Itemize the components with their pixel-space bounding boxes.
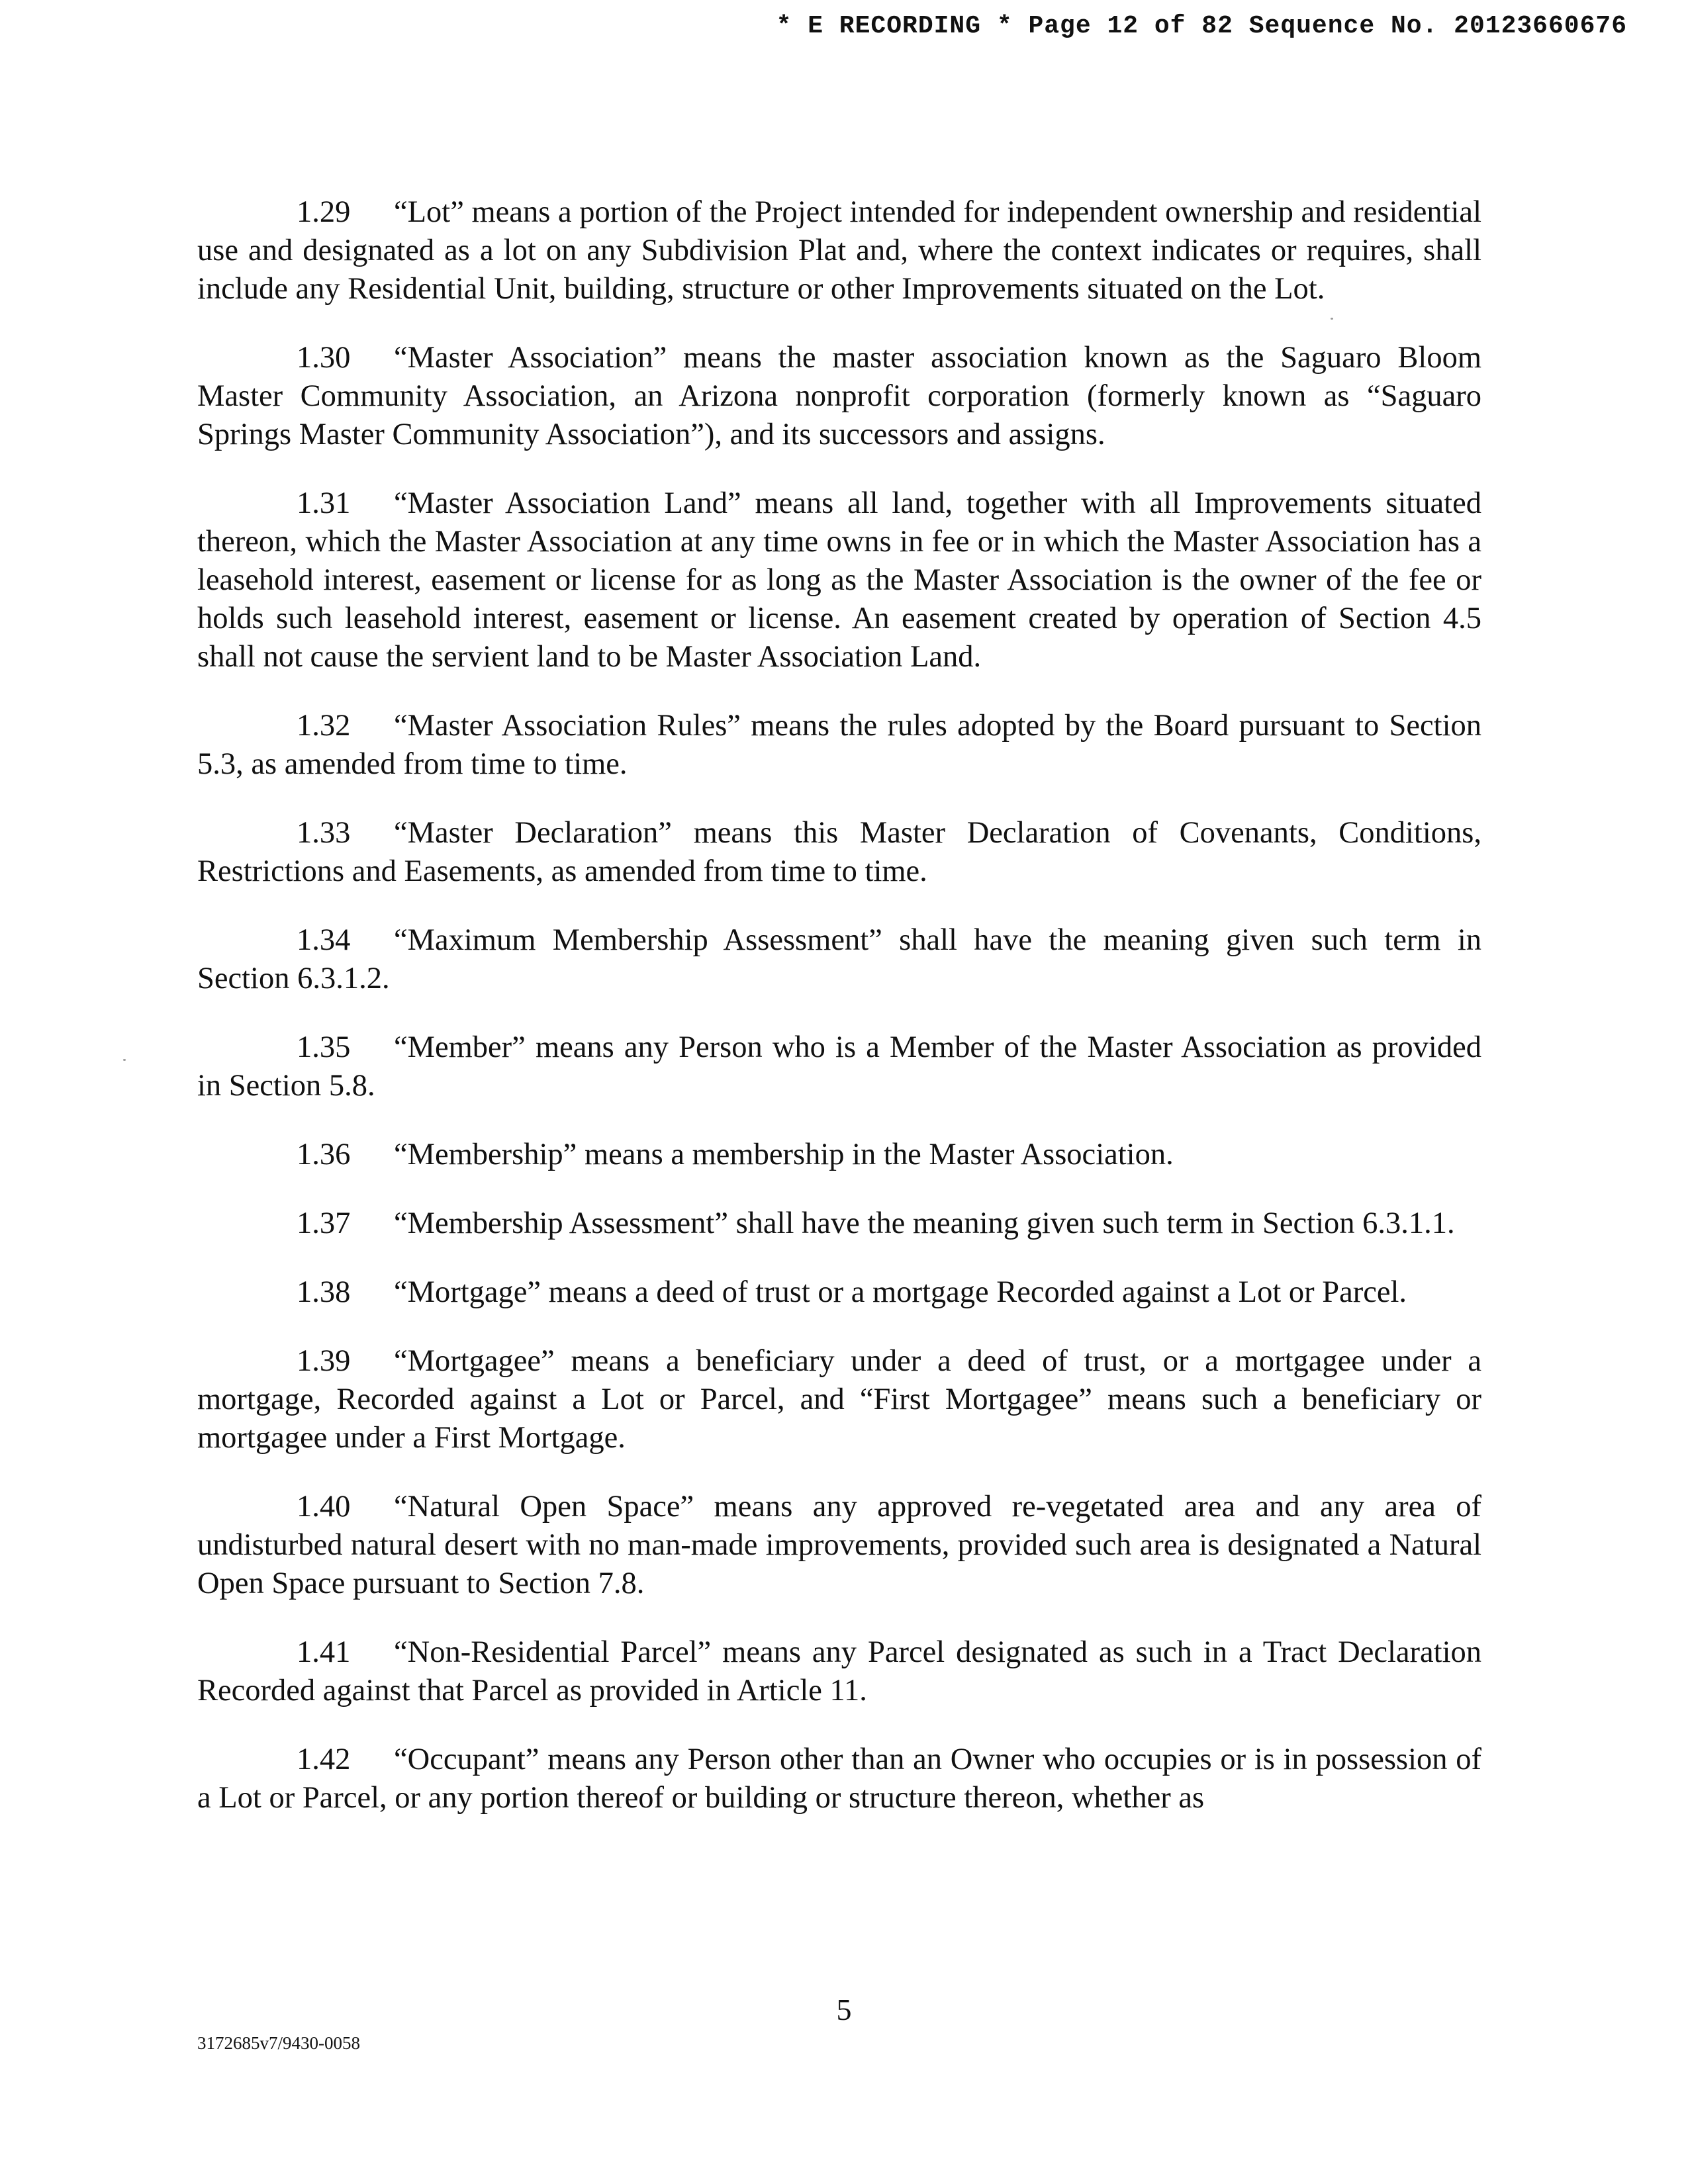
definition-paragraph [197,1136,1481,1174]
definition-number: 1.33 [297,816,351,850]
scan-speck [1331,318,1333,320]
definition-number: 1.42 [297,1743,351,1776]
definition-text: “Occupant” means any Person other than an Owner who occupies or is in possession of a Lot or Parcel, or any portion thereof or building or structure thereon, whether as [197,1743,1481,1815]
definitions-body [197,193,1481,1817]
definition-paragraph [197,921,1481,998]
definition-number: 1.41 [297,1635,351,1669]
definition-number: 1.36 [297,1138,351,1171]
definition-paragraph [197,193,1481,308]
definition-paragraph [197,339,1481,454]
definition-paragraph [197,1488,1481,1603]
definition-number: 1.30 [297,341,351,375]
definition-text: “Non-Residential Parcel” means any Parcel designated as such in a Tract Declaration Recorded against that Parcel as provided in Article 11. [197,1635,1481,1707]
definition-text: “Membership” means a membership in the Master Association. [394,1138,1174,1171]
definition-paragraph [197,1028,1481,1105]
definition-text: “Master Declaration” means this Master Declaration of Covenants, Conditions, Restrictions and Easements, as amended from time to time. [197,816,1481,888]
definition-text: “Mortgagee” means a beneficiary under a deed of trust, or a mortgagee under a mortgage, Recorded against a Lot or Parcel, and “First Mortgagee” means such a beneficiary or mortgagee under a First Mortgage. [197,1344,1481,1455]
definition-number: 1.31 [297,486,351,520]
definition-text: “Master Association” means the master association known as the Saguaro Bloom Master Community Association, an Arizona nonprofit corporation (formerly known as “Saguaro Springs Master Community Association”), and its successors and assigns. [197,341,1481,451]
definition-paragraph [197,484,1481,676]
document-id: 3172685v7/9430-0058 [197,2033,360,2053]
definition-text: “Master Association Rules” means the rules adopted by the Board pursuant to Section 5.3, as amended from time to time. [197,709,1481,781]
definition-paragraph [197,1741,1481,1817]
definition-paragraph [197,814,1481,891]
definition-text: “Maximum Membership Assessment” shall have the meaning given such term in Section 6.3.1.2. [197,923,1481,995]
definition-text: “Membership Assessment” shall have the meaning given such term in Section 6.3.1.1. [394,1206,1455,1240]
definition-number: 1.34 [297,923,351,957]
definition-number: 1.38 [297,1275,351,1309]
definition-paragraph [197,707,1481,784]
definition-number: 1.37 [297,1206,351,1240]
definition-number: 1.32 [297,709,351,743]
definition-paragraph [197,1273,1481,1312]
definition-paragraph [197,1633,1481,1710]
page-number: 5 [836,1993,852,2026]
definition-text: “Mortgage” means a deed of trust or a mortgage Recorded against a Lot or Parcel. [394,1275,1407,1309]
definition-paragraph [197,1342,1481,1457]
recording-stamp: * E RECORDING * Page 12 of 82 Sequence No. 20123660676 [776,12,1627,40]
definition-text: “Lot” means a portion of the Project intended for independent ownership and residential use and designated as a lot on any Subdivision Plat and, where the context indicates or requires, shall include any Residential Unit, building, structure or other Improvements situated on the Lot. [197,195,1481,306]
scan-speck [123,1059,126,1061]
definition-paragraph [197,1205,1481,1243]
definition-number: 1.29 [297,195,351,229]
definition-text: “Natural Open Space” means any approved re-vegetated area and any area of undisturbed natural desert with no man-made improvements, provided such area is designated a Natural Open Space pursuant to Section 7.8. [197,1490,1481,1600]
definition-number: 1.35 [297,1030,351,1064]
definition-text: “Master Association Land” means all land, together with all Improvements situated thereon, which the Master Association at any time owns in fee or in which the Master Association has a leasehold interest, easement or license for as long as the Master Association is the owner of the fee or holds such leasehold interest, easement or license. An easement created by operation of Section 4.5 shall not cause the servient land to be Master Association Land. [197,486,1481,674]
definition-text: “Member” means any Person who is a Member of the Master Association as provided in Section 5.8. [197,1030,1481,1103]
definition-number: 1.39 [297,1344,351,1378]
definition-number: 1.40 [297,1490,351,1524]
